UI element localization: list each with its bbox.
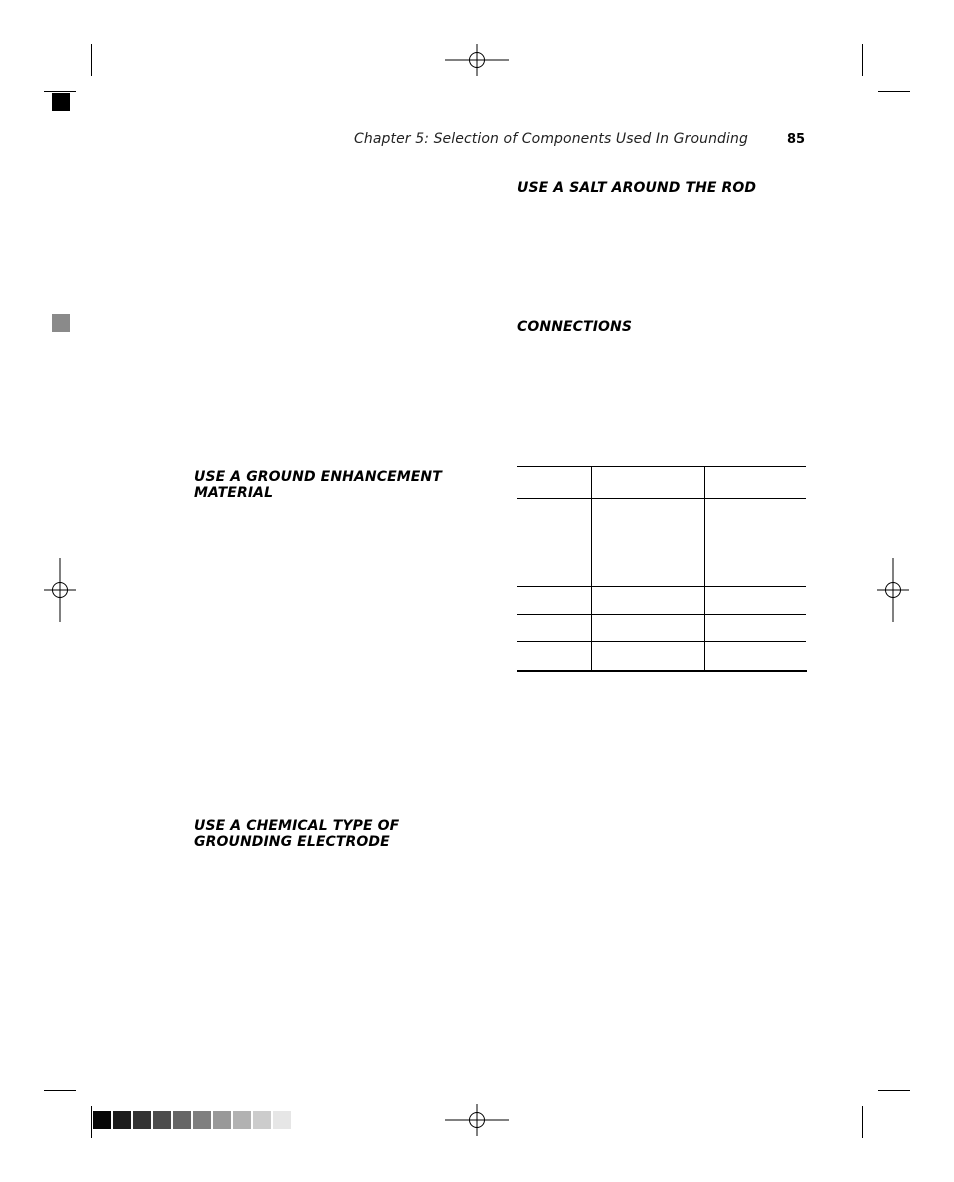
table-rule [517, 586, 806, 587]
heading-connections: CONNECTIONS [517, 319, 633, 335]
crop-mark [878, 91, 910, 92]
color-swatch [153, 1111, 171, 1129]
heading-line: USE A CHEMICAL TYPE OF [194, 818, 400, 834]
gray-marker-square [52, 314, 70, 332]
table-column-rule [704, 466, 705, 670]
heading-chemical-electrode [194, 818, 399, 850]
registration-mark-icon [445, 1104, 509, 1136]
color-swatch [193, 1111, 211, 1129]
table-rule [517, 641, 806, 642]
color-swatch [113, 1111, 131, 1129]
heading-line: USE A GROUND ENHANCEMENT [194, 469, 442, 485]
heading-ground-enhancement [194, 469, 442, 501]
crop-mark [862, 1106, 863, 1138]
color-swatch [233, 1111, 251, 1129]
color-swatch [213, 1111, 231, 1129]
table-column-rule [591, 466, 592, 670]
table-rule [517, 466, 806, 467]
color-swatch [93, 1111, 111, 1129]
registration-mark-icon [445, 44, 509, 76]
page-number: 85 [787, 132, 806, 147]
crop-mark [862, 44, 863, 76]
heading-line: MATERIAL [194, 485, 274, 501]
crop-mark [44, 1090, 76, 1091]
table-rule [517, 498, 806, 499]
crop-mark [44, 91, 76, 92]
registration-mark-icon [44, 558, 76, 622]
color-swatch [273, 1111, 291, 1129]
running-head: Chapter 5: Selection of Components Used In Grounding [353, 131, 748, 147]
black-marker-square [52, 93, 70, 111]
crop-mark [878, 1090, 910, 1091]
color-swatch [173, 1111, 191, 1129]
color-swatch [253, 1111, 271, 1129]
color-swatch [133, 1111, 151, 1129]
registration-mark-icon [877, 558, 909, 622]
table-rule [517, 614, 806, 615]
crop-mark [91, 1106, 92, 1138]
heading-salt: USE A SALT AROUND THE ROD [517, 180, 757, 196]
heading-line: GROUNDING ELECTRODE [194, 834, 390, 850]
table-grid [517, 466, 807, 672]
crop-mark [91, 44, 92, 76]
table-rule [517, 670, 807, 672]
